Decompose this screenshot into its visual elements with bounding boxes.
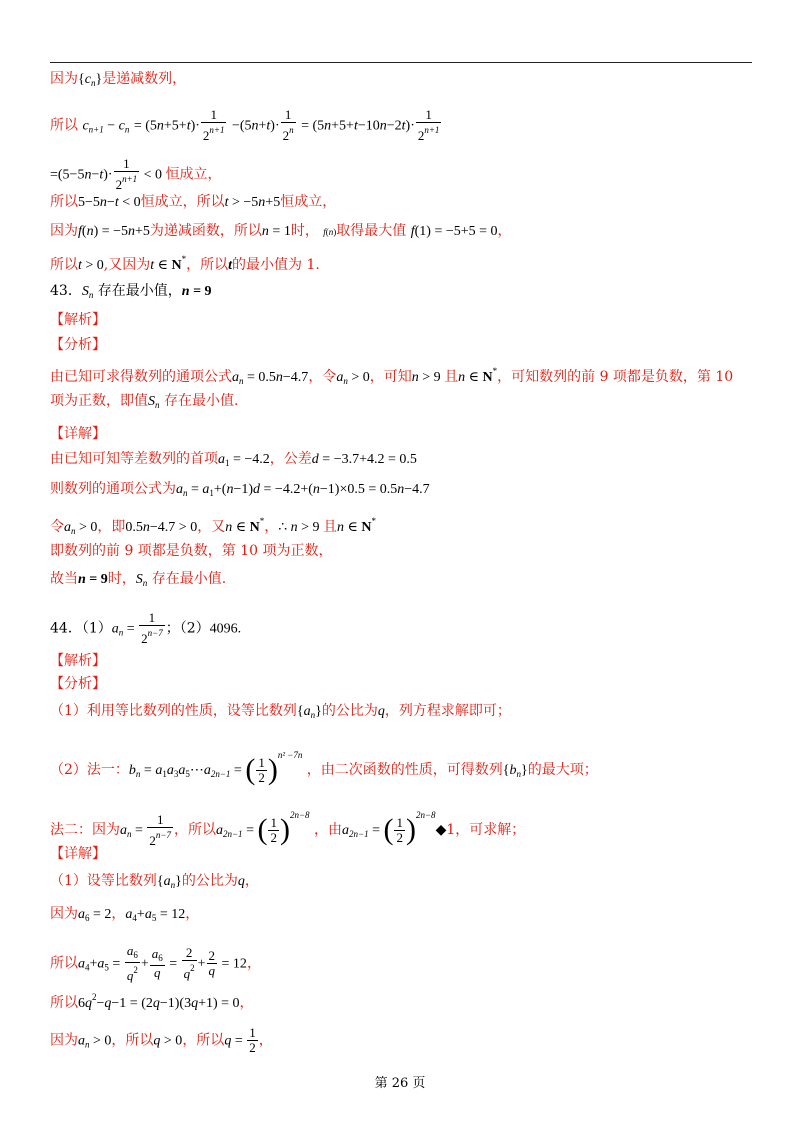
line-7: 43．$S_n$ 存在最小值，n = 9 [50,283,212,300]
line-9: 【分析】 [50,337,106,353]
line-1: 因为$\{c_n\}$是递减数列， [50,71,187,88]
line-19: 【解析】 [50,653,106,669]
line-17: 故当n = 9时，$S_n$ 存在最小值. [50,571,227,588]
line-2: 所以 $c_{n+1} - c_n = (5n+5+t)\cdot$ $\frac{1}{2^{n+1}}$ −(5n+t)· $\frac{1}{2^n}$ = (5n+5+t−10n−2t)· $\frac{1}{2^{n+1}}$ [50,107,440,143]
line-16: 即数列的前 9 项都是负数，第 10 项为正数， [50,543,333,559]
line-5: 因为f(n) = −5n+5为递减函数，所以n = 1时， f(n)取得最大值 f(1) = −5+5 = 0， [50,223,512,239]
line-24: 【详解】 [50,846,106,862]
line-25: （1）设等比数列$\{a_n\}$的公比为q， [50,873,259,890]
line-22: （2）法一：$b_n$ = $a_1a_3a_5\cdots a_{2n-1}$ = ( $\frac{1}{2}$ )$^{n^2 -7n}$ ，由二次函数的性质，可得数列$\{b_n\}$的最大项； [50,750,598,786]
line-6: 所以t > 0,又因为t ∈ N*，所以t的最小值为 1. [50,254,320,273]
page-footer: 第 26 页 [374,1076,426,1091]
line-18: 44．$(1)a_n$ = $\frac{1}{2^{n-7}}$ ；（2）4096. [50,610,242,646]
line-14: 则数列的通项公式为$a_n = a_1+(n-1)d = -4.2+(n-1)\times 0.5 = 0.5n-4.7$ [50,481,430,498]
line-3: =(5−5n−t)· $\frac{1}{2^{n+1}}$ < 0 恒成立， [50,156,222,192]
line-23: 法二：因为$a_n$ = $\frac{1}{2^{n-7}}$ ，所以$a_{2n-1}$ = ( $\frac{1}{2}$ )$^{2n-8}$ ，由$a_{2n-1}$ = ( $\frac{1}{2}$ )$^{2n-8}$◆1，可求解； [50,810,526,848]
line-26: 因为$a_6 = 2$，$a_4+a_5 = 12$， [50,906,200,923]
line-13: 由已知可知等差数列的首项$a_1 = -4.2$，公差d = −3.7+4.2 = 0.5 [50,451,417,468]
line-27: 所以$a_4+a_5$ = $\frac{a_6}{q^2}$ + $\frac{a_6}{q}$ = $\frac{2}{q^2}$ + $\frac{2}{q}$ = 12， [50,943,261,983]
line-21: （1）利用等比数列的性质，设等比数列$\{a_n\}$的公比为q，列方程求解即可； [50,703,511,720]
line-10: 由已知可求得数列的通项公式$a_n = 0.5n-4.7$，令$a_n > 0$，可知n > 9 且n ∈ N*，可知数列的前 9 项都是负数，第 10 [50,366,734,386]
line-11: 项为正数，即值$S_n$ 存在最小值. [50,393,239,410]
line-15: 令$a_n > 0$，即0.5n−4.7 > 0，又n ∈ N*，∴ n > 9 且n ∈ N* [50,516,377,536]
line-29: 因为$a_n > 0$，所以q > 0，所以q = $\frac{1}{2}$ ， [50,1025,273,1055]
line-28: 所以$6q^2-q-1 = (2q-1)(3q+1) = 0$， [50,992,254,1011]
line-8: 【解析】 [50,312,106,328]
header-rule [50,62,752,63]
line-20: 【分析】 [50,676,106,692]
line-12: 【详解】 [50,426,106,442]
line-4: 所以5−5n−t < 0恒成立，所以t > −5n+5恒成立， [50,194,337,210]
